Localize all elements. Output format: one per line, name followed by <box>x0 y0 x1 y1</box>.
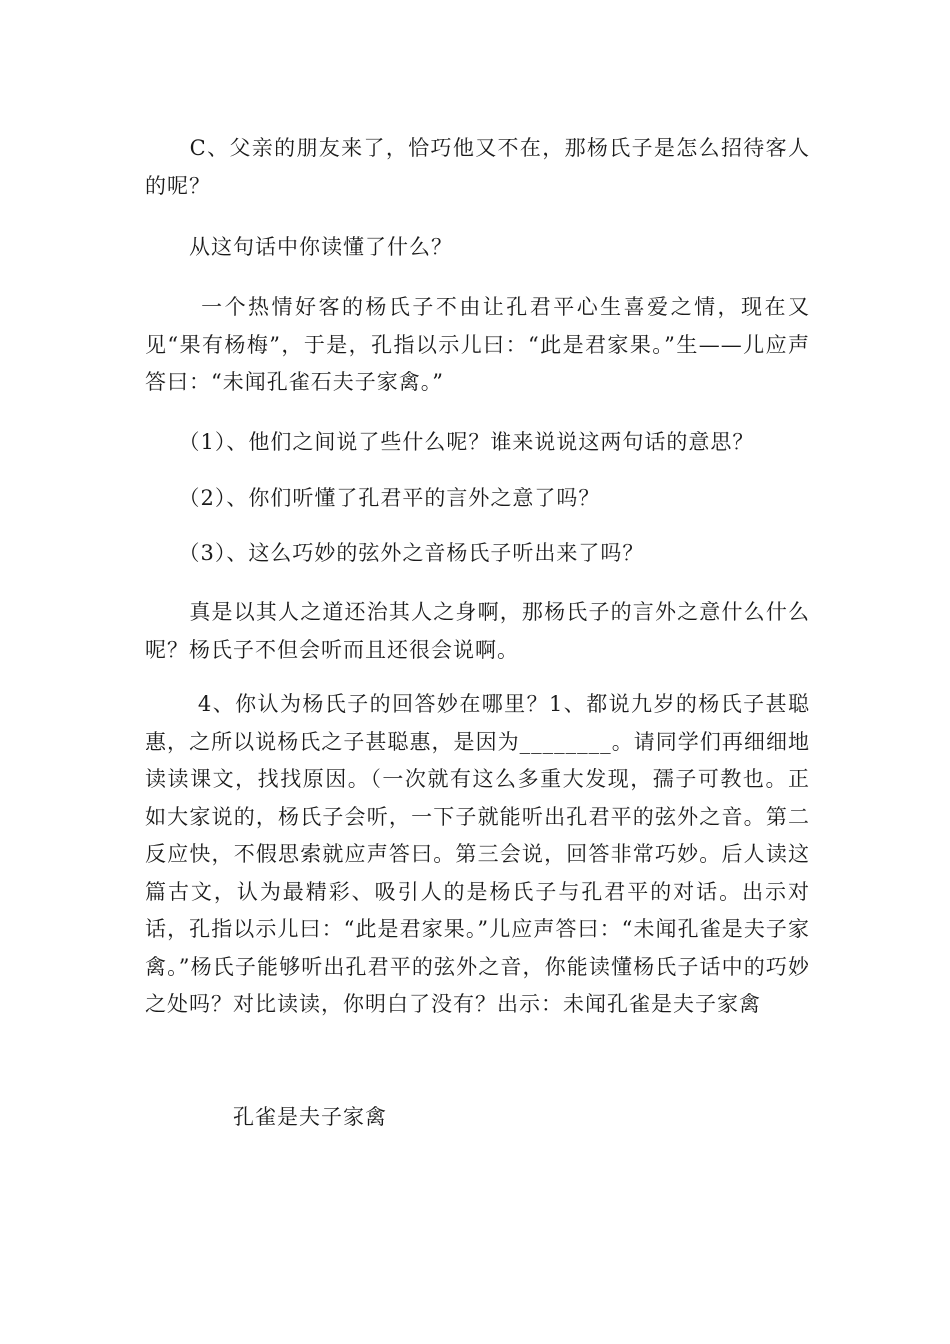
question-3: （3）、这么巧妙的弦外之音杨氏子听出来了吗？ <box>145 541 645 565</box>
question-2: （2）、你们听懂了孔君平的言外之意了吗？ <box>145 486 601 510</box>
paragraph-turn-the-tables: 真是以其人之道还治其人之身啊，那杨氏子的言外之意什么什么呢？杨氏子不但会听而且还很会说啊。 <box>145 600 810 662</box>
paragraph-what-did-you-understand: 从这句话中你读懂了什么？ <box>145 235 453 259</box>
paragraph-father-friend-question: C、父亲的朋友来了，恰巧他又不在，那杨氏子是怎么招待客人的呢？ <box>145 136 810 198</box>
paragraph-peacock-line: 孔雀是夫子家禽 <box>145 1105 387 1129</box>
paragraph-answer-analysis: 4、你认为杨氏子的回答妙在哪里？1、都说九岁的杨氏子甚聪惠，之所以说杨氏之子甚聪惠，是因为________。请同学们再细细地读读课文，找找原因。（一次就有这么多重大发现，孺子可教也。正如大家说的，杨氏子会听，一下子就能听出孔君平的弦外之音。第二反应快，不假思索就应声答曰。第三会说，回答非常巧妙。后人读这篇古文，认为最精彩、吸引人的是杨氏子与孔君平的对话。出示对话，孔指以示儿曰：“此是君家果。”儿应声答曰：“未闻孔雀是夫子家禽。”杨氏子能够听出孔君平的弦外之音，你能读懂杨氏子话中的巧妙之处吗？对比读读，你明白了没有？出示：未闻孔雀是夫子家禽 <box>145 692 810 1016</box>
paragraph-hospitable-yang-boy: 一个热情好客的杨氏子不由让孔君平心生喜爱之情，现在又见“果有杨梅”，于是，孔指以示儿曰：“此是君家果。”生——儿应声答曰：“未闻孔雀石夫子家禽。” <box>145 295 810 394</box>
question-1: （1）、他们之间说了些什么呢？谁来说说这两句话的意思？ <box>145 430 755 454</box>
